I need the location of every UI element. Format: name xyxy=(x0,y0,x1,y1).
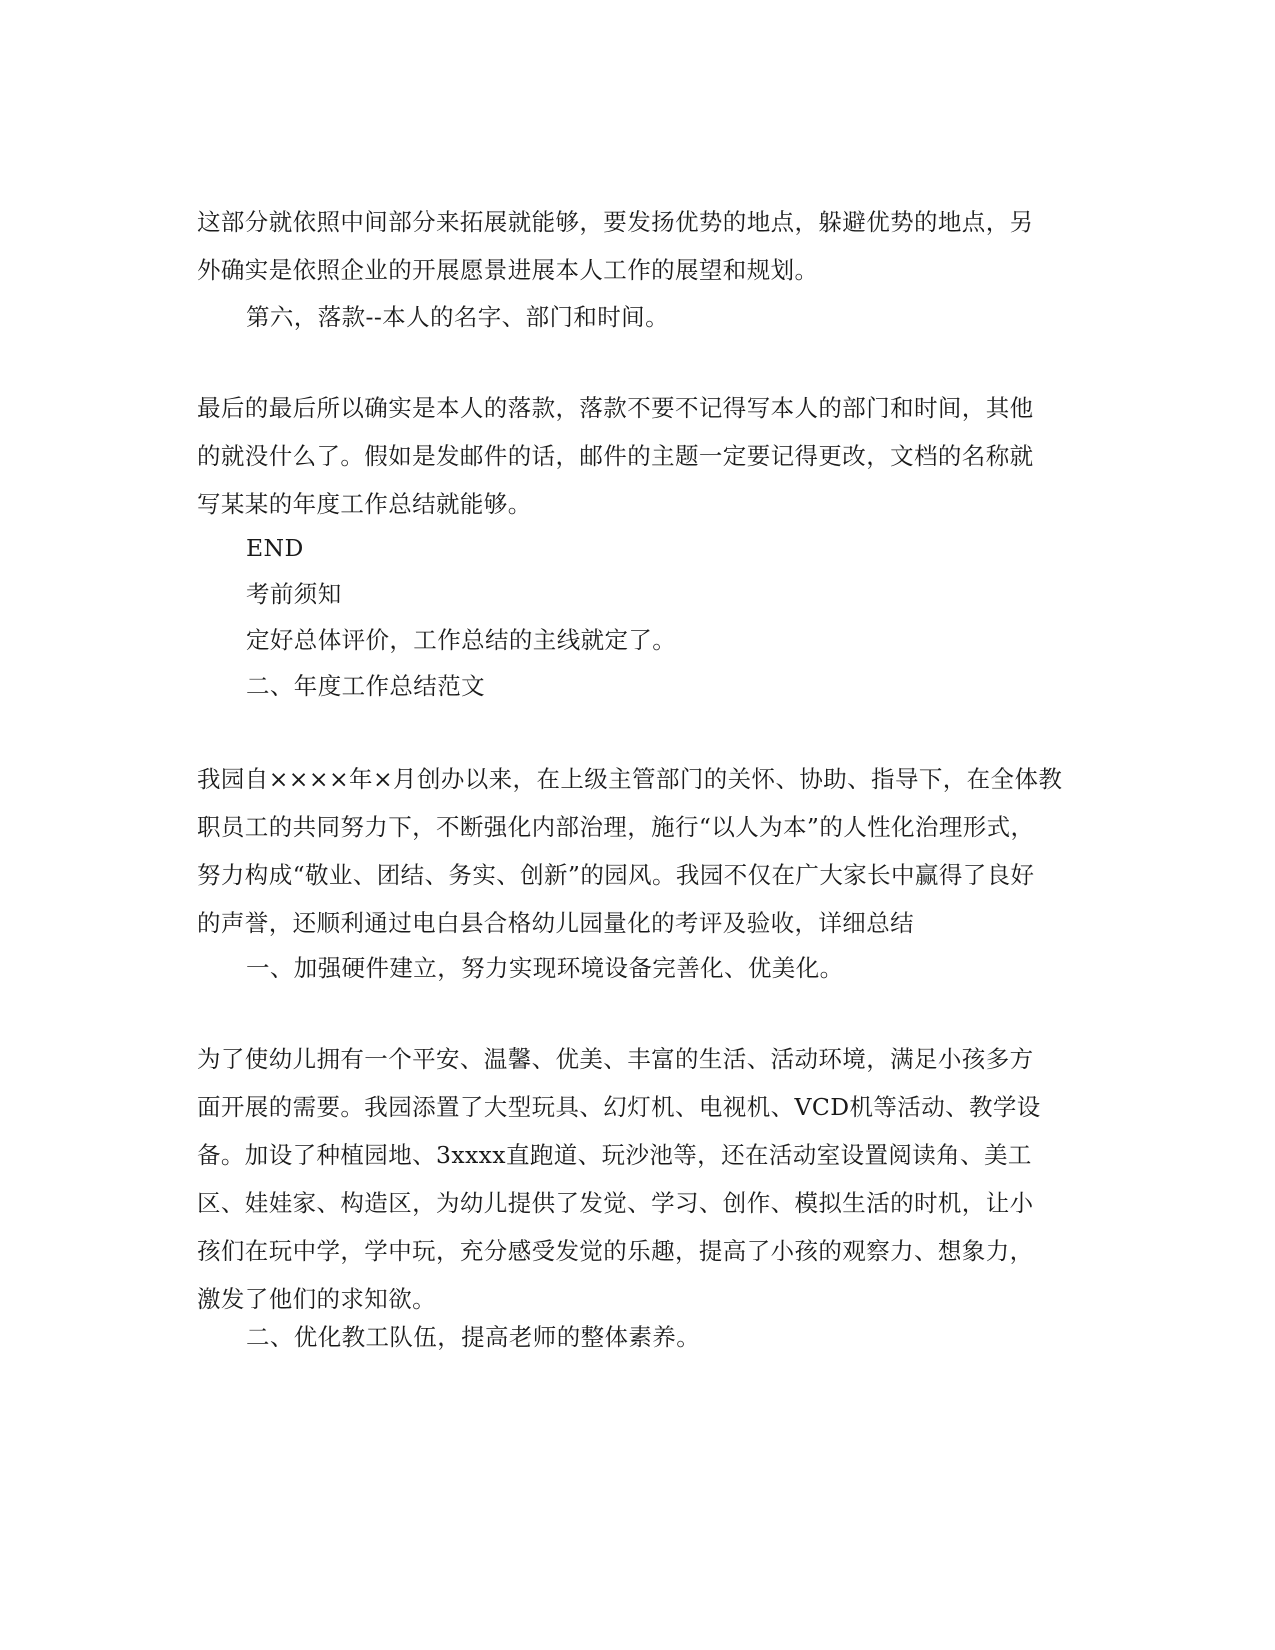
paragraph-line: 写某某的年度工作总结就能够。 xyxy=(197,490,532,518)
paragraph-line: 孩们在玩中学，学中玩，充分感受发觉的乐趣，提高了小孩的观察力、想象力， xyxy=(197,1237,1034,1265)
paragraph-line: 备。加设了种植园地、3xxxx直跑道、玩沙池等，还在活动室设置阅读角、美工 xyxy=(197,1141,1032,1169)
end-marker-text: END xyxy=(246,534,304,562)
notice-text-line: 定好总体评价，工作总结的主线就定了。 xyxy=(246,626,677,654)
item-sixth-signature xyxy=(0,293,1275,341)
notice-text xyxy=(0,616,1275,664)
paragraph-line: 的就没什么了。假如是发邮件的话，邮件的主题一定要记得更改，文档的名称就 xyxy=(197,442,1034,470)
paragraph-line: 职员工的共同努力下，不断强化内部治理，施行“以人为本”的人性化治理形式， xyxy=(197,813,1035,841)
heading-text: 一、加强硬件建立，努力实现环境设备完善化、优美化。 xyxy=(246,954,844,982)
section-title-text: 二、年度工作总结范文 xyxy=(246,672,485,700)
paragraph-line: 我园自××××年×月创办以来，在上级主管部门的关怀、协助、指导下，在全体教 xyxy=(197,765,1063,793)
end-marker xyxy=(0,524,1275,572)
paragraph-line: 区、娃娃家、构造区，为幼儿提供了发觉、学习、创作、模拟生活的时机，让小 xyxy=(197,1189,1034,1217)
paragraph-line: 努力构成“敬业、团结、务实、创新”的园风。我园不仅在广大家长中赢得了良好 xyxy=(197,861,1035,889)
section-two-title xyxy=(0,662,1275,710)
paragraph-line: 的声誉，还顺利通过电白县合格幼儿园量化的考评及验收，详细总结 xyxy=(197,909,914,937)
heading-one xyxy=(0,944,1275,992)
notice-title-text: 考前须知 xyxy=(246,580,342,608)
paragraph-line: 最后的最后所以确实是本人的落款，落款不要不记得写本人的部门和时间，其他 xyxy=(197,394,1034,422)
paragraph-plan-outlook xyxy=(0,198,1275,294)
paragraph-signature-details xyxy=(0,384,1275,528)
paragraph-line: 外确实是依照企业的开展愿景进展本人工作的展望和规划。 xyxy=(197,256,819,284)
paragraph-line: 这部分就依照中间部分来拓展就能够，要发扬优势的地点，躲避优势的地点，另 xyxy=(197,208,1034,236)
paragraph-line: 激发了他们的求知欲。 xyxy=(197,1285,436,1313)
paragraph-line: 面开展的需要。我园添置了大型玩具、幻灯机、电视机、VCD机等活动、教学设 xyxy=(197,1093,1041,1121)
heading-text: 二、优化教工队伍，提高老师的整体素养。 xyxy=(246,1323,701,1351)
paragraph-environment xyxy=(0,1035,1275,1323)
notice-title xyxy=(0,570,1275,618)
paragraph-kindergarten-intro xyxy=(0,755,1275,947)
paragraph-line: 第六，落款--本人的名字、部门和时间。 xyxy=(246,303,669,331)
paragraph-line: 为了使幼儿拥有一个平安、温馨、优美、丰富的生活、活动环境，满足小孩多方 xyxy=(197,1045,1034,1073)
heading-two xyxy=(0,1313,1275,1361)
